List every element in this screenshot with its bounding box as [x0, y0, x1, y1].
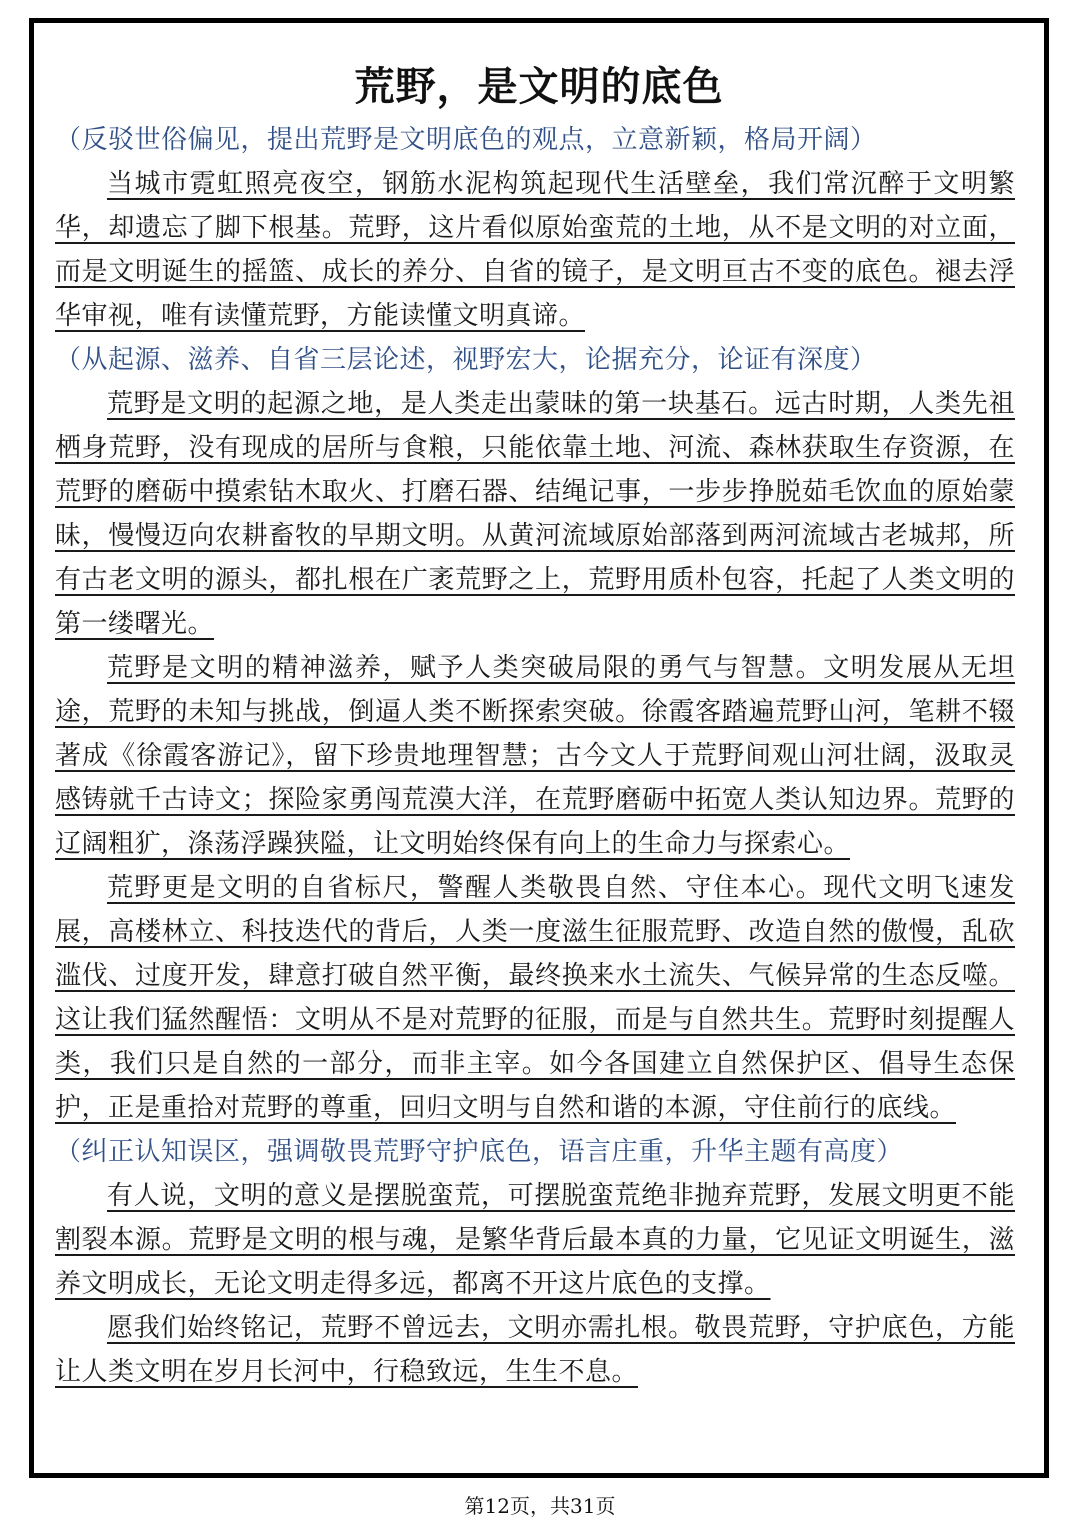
paragraph-1: 当城市霓虹照亮夜空，钢筋水泥构筑起现代生活壁垒，我们常沉醉于文明繁华，却遗忘了脚下根基。荒野，这片看似原始蛮荒的土地，从不是文明的对立面，而是文明诞生的摇篮、成长的养分、自省的镜子，是文明亘古不变的底色。褪去浮华审视，唯有读懂荒野，方能读懂文明真谛。: [55, 169, 1015, 331]
paragraph-4: 荒野更是文明的自省标尺，警醒人类敬畏自然、守住本心。现代文明飞速发展，高楼林立、科技迭代的背后，人类一度滋生征服荒野、改造自然的傲慢，乱砍滥伐、过度开发，肆意打破自然平衡，最终换来水土流失、气候异常的生态反噬。这让我们猛然醒悟：文明从不是对荒野的征服，而是与自然共生。荒野时刻提醒人类，我们只是自然的一部分，而非主宰。如今各国建立自然保护区、倡导生态保护，正是重拾对荒野的尊重，回归文明与自然和谐的本源，守住前行的底线。: [55, 873, 1015, 1123]
paragraph-2: 荒野是文明的起源之地，是人类走出蒙昧的第一块基石。远古时期，人类先祖栖身荒野，没有现成的居所与食粮，只能依靠土地、河流、森林获取生存资源，在荒野的磨砺中摸索钻木取火、打磨石器、结绳记事，一步步挣脱茹毛饮血的原始蒙昧，慢慢迈向农耕畜牧的早期文明。从黄河流域原始部落到两河流域古老城邦，所有古老文明的源头，都扎根在广袤荒野之上，荒野用质朴包容，托起了人类文明的第一缕曙光。: [55, 389, 1015, 639]
paragraph-5: 有人说，文明的意义是摆脱蛮荒，可摆脱蛮荒绝非抛弃荒野，发展文明更不能割裂本源。荒野是文明的根与魂，是繁华背后最本真的力量，它见证文明诞生，滋养文明成长，无论文明走得多远，都离不开这片底色的支撑。: [55, 1181, 1015, 1299]
comment-note-3: （纠正认知误区，强调敬畏荒野守护底色，语言庄重，升华主题有高度）: [55, 1137, 904, 1167]
page-frame: [29, 18, 1049, 1478]
essay-body: [55, 118, 1015, 1394]
essay-title: 荒野，是文明的底色: [354, 64, 724, 110]
paragraph-3: 荒野是文明的精神滋养，赋予人类突破局限的勇气与智慧。文明发展从无坦途，荒野的未知与挑战，倒逼人类不断探索突破。徐霞客踏遍荒野山河，笔耕不辍著成《徐霞客游记》，留下珍贵地理智慧；古今文人于荒野间观山河壮阔，汲取灵感铸就千古诗文；探险家勇闯荒漠大洋，在荒野磨砺中拓宽人类认知边界。荒野的辽阔粗犷，涤荡浮躁狭隘，让文明始终保有向上的生命力与探索心。: [55, 653, 1015, 859]
page-number: 第12页，共31页: [464, 1494, 616, 1518]
comment-note-1: （反驳世俗偏见，提出荒野是文明底色的观点，立意新颖，格局开阔）: [55, 125, 877, 155]
comment-note-2: （从起源、滋养、自省三层论述，视野宏大，论据充分，论证有深度）: [55, 345, 877, 375]
paragraph-6: 愿我们始终铭记，荒野不曾远去，文明亦需扎根。敬畏荒野，守护底色，方能让人类文明在岁月长河中，行稳致远，生生不息。: [55, 1313, 1015, 1387]
